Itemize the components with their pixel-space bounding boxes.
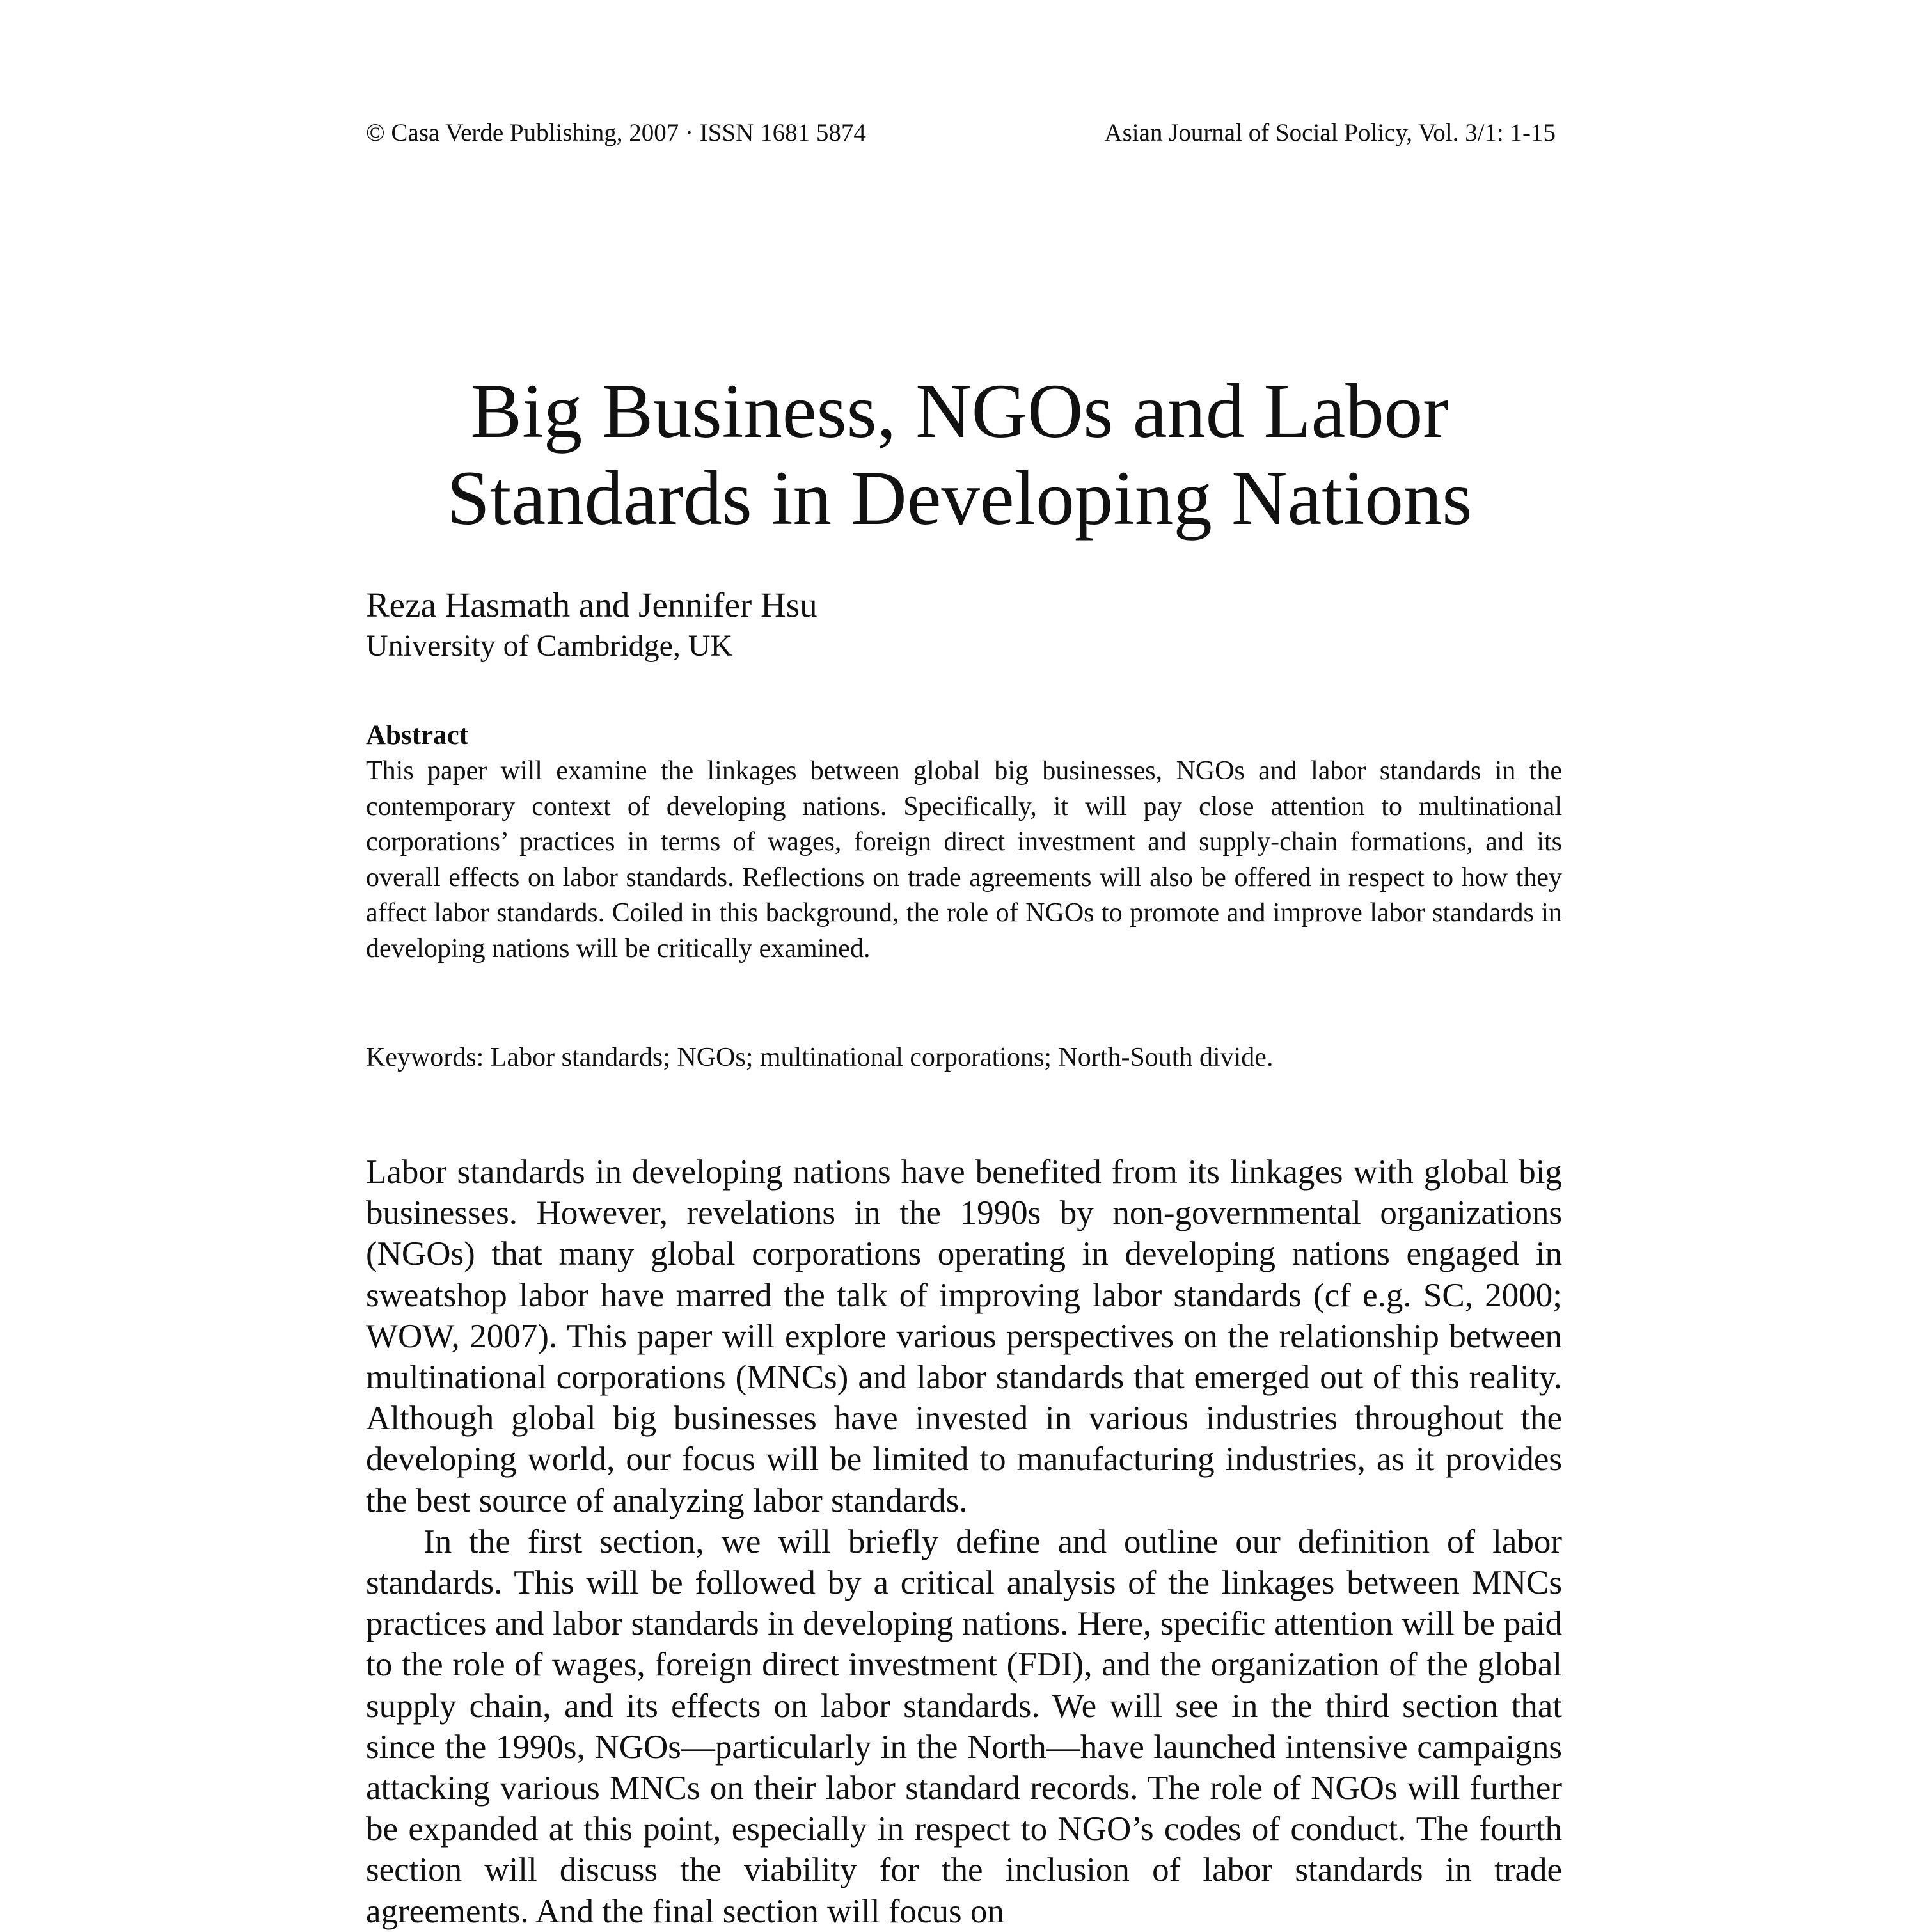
header-journal-citation: Asian Journal of Social Policy, Vol. 3/1: 1-15 [1104,119,1556,146]
body-paragraph-1: Labor standards in developing nations have benefited from its linkages with global big businesses. However, revelations in the 1990s by non-governmental organizations (NGOs) that many global corporations operating in developing nations engaged in sweatshop labor have marred the talk of improving labor standards (cf e.g. SC, 2000; WOW, 2007). This paper will explore various perspectives on the relationship between multinational corporations (MNCs) and labor standards that emerged out of this reality. Although global big businesses have invested in various industries throughout the developing world, our focus will be limited to manufacturing industries, as it provides the best source of analyzing labor standards. [366,1153,1562,1519]
abstract-text: This paper will examine the linkages between global big businesses, NGOs and labor standards in the contemporary context of developing nations. Specifically, it will pay close attention to multinational corporations’ practices in terms of wages, foreign direct investment and supply-chain formations, and its overall effects on labor standards. Reflections on trade agreements will also be offered in respect to how they affect labor standards. Coiled in this background, the role of NGOs to promote and improve labor standards in developing nations will be critically examined. [366,756,1562,963]
paper-title-line-1: Big Business, NGOs and Labor [470,368,1449,454]
body-paragraph-2: In the first section, we will briefly define and outline our definition of labor standards. This will be followed by a critical analysis of the linkages between MNCs practices and labor standards in developing nations. Here, specific attention will be paid to the role of wages, foreign direct investment (FDI), and the organization of the global supply chain, and its effects on labor standards. We will see in the third section that since the 1990s, NGOs—particularly in the North—have launched intensive campaigns attacking various MNCs on their labor standard records. The role of NGOs will further be expanded at this point, especially in respect to NGO’s codes of conduct. The fourth section will discuss the viability for the inclusion of labor standards in trade agreements. And the final section will focus on [366,1523,1562,1930]
authors: Reza Hasmath and Jennifer Hsu [366,585,817,624]
abstract-section [366,718,1562,967]
paper-title-line-2: Standards in Developing Nations [446,455,1473,541]
affiliation: University of Cambridge, UK [366,629,733,663]
header-copyright: © Casa Verde Publishing, 2007 · ISSN 1681 5874 [366,119,866,146]
body-text [366,1152,1562,1932]
abstract-heading: Abstract [366,720,469,750]
paper-title [256,368,1663,542]
running-header [366,114,1556,152]
keywords: Keywords: Labor standards; NGOs; multinational corporations; North-South divide. [366,1043,1274,1072]
